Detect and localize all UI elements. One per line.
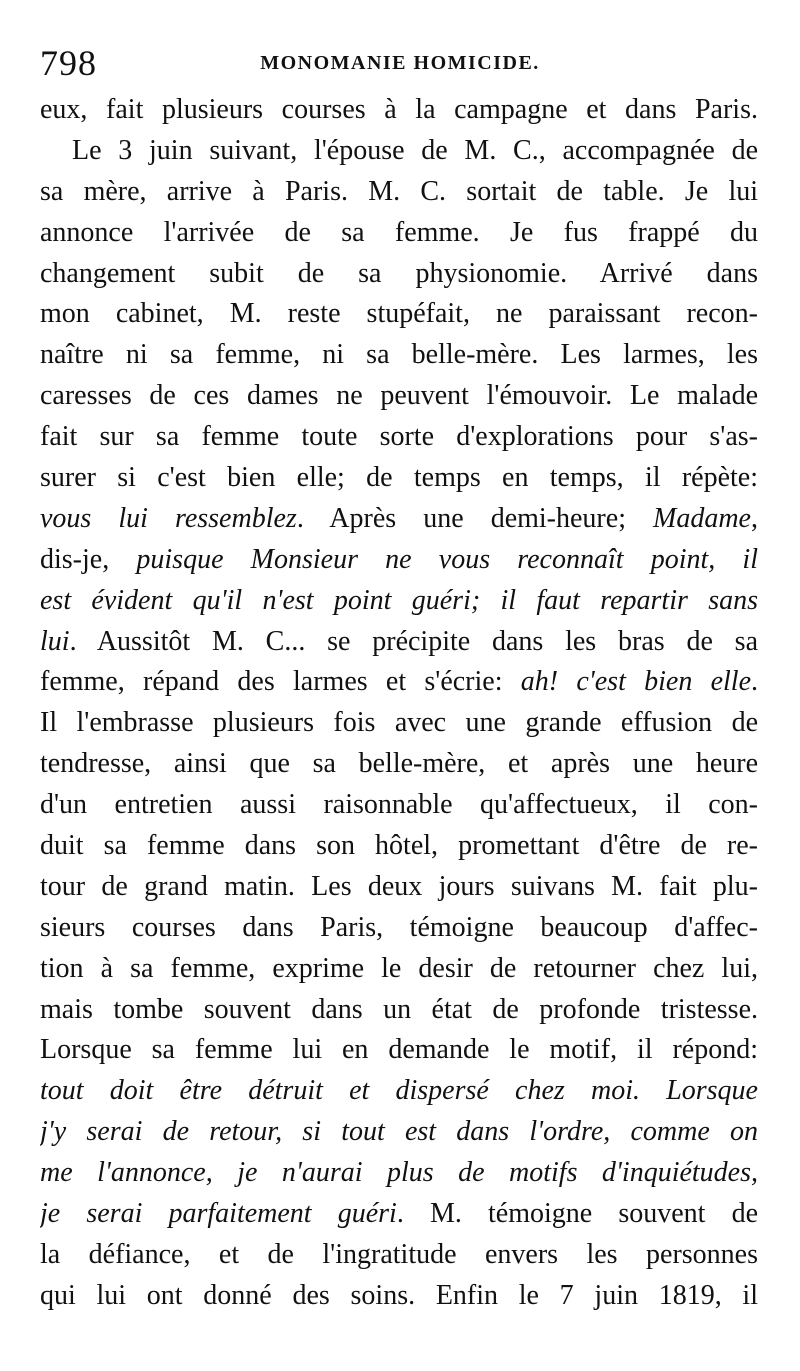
text-segment: . Après une demi-heure; <box>296 502 654 534</box>
text-segment: sieurs courses dans Paris, témoigne beaucoup d'affec- <box>40 911 758 943</box>
italic-text-segment: vous lui ressemblez <box>40 502 297 534</box>
text-segment: Lorsque sa femme lui en demande le motif, il répond: <box>40 1034 758 1066</box>
italic-text-segment: tout doit être détruit et dispersé chez moi. Lorsque <box>40 1075 758 1107</box>
text-segment: annonce l'arrivée de sa femme. Je fus frappé du <box>40 216 758 248</box>
text-line <box>40 294 758 335</box>
text-segment: mais tombe souvent dans un état de profonde tristesse. <box>40 993 758 1025</box>
text-line <box>40 90 758 131</box>
text-segment: femme, répand des larmes et s'écrie: <box>40 666 521 698</box>
page-number: 798 <box>40 43 97 83</box>
text-segment: d'un entretien aussi raisonnable qu'affectueux, il con- <box>40 789 758 821</box>
text-segment: fait sur sa femme toute sorte d'explorations pour s'as- <box>40 421 758 453</box>
body-text <box>40 90 758 1317</box>
italic-text-segment: me l'annonce, je n'aurai plus de motifs d'inquiétudes, <box>40 1157 758 1189</box>
text-segment: dis-je, <box>40 543 137 575</box>
text-line <box>40 1235 758 1276</box>
text-line <box>40 540 758 581</box>
italic-text-segment: ah! c'est bien elle <box>520 666 751 698</box>
text-line <box>40 867 758 908</box>
text-segment: mon cabinet, M. reste stupéfait, ne paraissant recon- <box>40 298 758 330</box>
page-header <box>40 40 760 90</box>
italic-text-segment: puisque Monsieur ne vous reconnaît point, il <box>136 543 758 575</box>
text-line <box>40 703 758 744</box>
text-segment: la défiance, et de l'ingratitude envers les personnes <box>40 1238 758 1270</box>
italic-text-segment: je serai parfaitement guéri <box>40 1198 397 1230</box>
text-line <box>40 1112 758 1153</box>
italic-text-segment: Madame <box>653 502 751 534</box>
text-segment: tour de grand matin. Les deux jours suivans M. fait plu- <box>40 870 758 902</box>
text-segment: . M. témoigne souvent de <box>396 1198 758 1230</box>
text-line <box>40 376 758 417</box>
text-line <box>40 172 758 213</box>
italic-text-segment: lui <box>40 625 70 657</box>
text-segment: Il l'embrasse plusieurs fois avec une grande effusion de <box>40 707 758 739</box>
italic-text-segment: j'y serai de retour, si tout est dans l'ordre, comme on <box>40 1116 758 1148</box>
text-segment: changement subit de sa physionomie. Arrivé dans <box>40 257 758 289</box>
text-line <box>40 785 758 826</box>
text-line <box>40 826 758 867</box>
text-segment: . <box>751 666 758 698</box>
text-line <box>40 1030 758 1071</box>
text-segment: sa mère, arrive à Paris. M. C. sortait de table. Je lui <box>40 175 758 207</box>
text-line <box>40 254 758 295</box>
text-line <box>40 990 758 1031</box>
text-line <box>40 1153 758 1194</box>
text-line <box>40 949 758 990</box>
text-segment: qui lui ont donné des soins. Enfin le 7 juin 1819, il <box>40 1279 758 1311</box>
italic-text-segment: est évident qu'il n'est point guéri; il faut repartir sans <box>40 584 758 616</box>
text-line <box>40 213 758 254</box>
text-segment: caresses de ces dames ne peuvent l'émouvoir. Le malade <box>40 380 758 412</box>
text-segment: Le 3 juin suivant, l'épouse de M. C., accompagnée de <box>72 134 758 166</box>
text-line <box>40 908 758 949</box>
text-segment: duit sa femme dans son hôtel, promettant d'être de re- <box>40 830 758 862</box>
text-segment: naître ni sa femme, ni sa belle-mère. Les larmes, les <box>40 339 758 371</box>
text-line <box>40 499 758 540</box>
text-segment: , <box>751 502 758 534</box>
text-segment: . Aussitôt M. C... se précipite dans les bras de sa <box>69 625 758 657</box>
text-line <box>40 744 758 785</box>
text-segment: eux, fait plusieurs courses à la campagne et dans Paris. <box>40 94 758 125</box>
text-line <box>40 622 758 663</box>
text-line <box>40 131 758 172</box>
text-segment: tendresse, ainsi que sa belle-mère, et après une heure <box>40 748 758 780</box>
text-line <box>40 417 758 458</box>
text-line <box>40 662 758 703</box>
text-line <box>40 581 758 622</box>
text-line <box>40 458 758 499</box>
text-line <box>40 1276 758 1317</box>
text-line <box>40 1071 758 1112</box>
text-segment: tion à sa femme, exprime le desir de retourner chez lui, <box>40 952 758 984</box>
text-line <box>40 335 758 376</box>
running-head: MONOMANIE HOMICIDE. <box>260 52 540 74</box>
text-line <box>40 1194 758 1235</box>
text-segment: surer si c'est bien elle; de temps en temps, il répète: <box>40 462 758 494</box>
